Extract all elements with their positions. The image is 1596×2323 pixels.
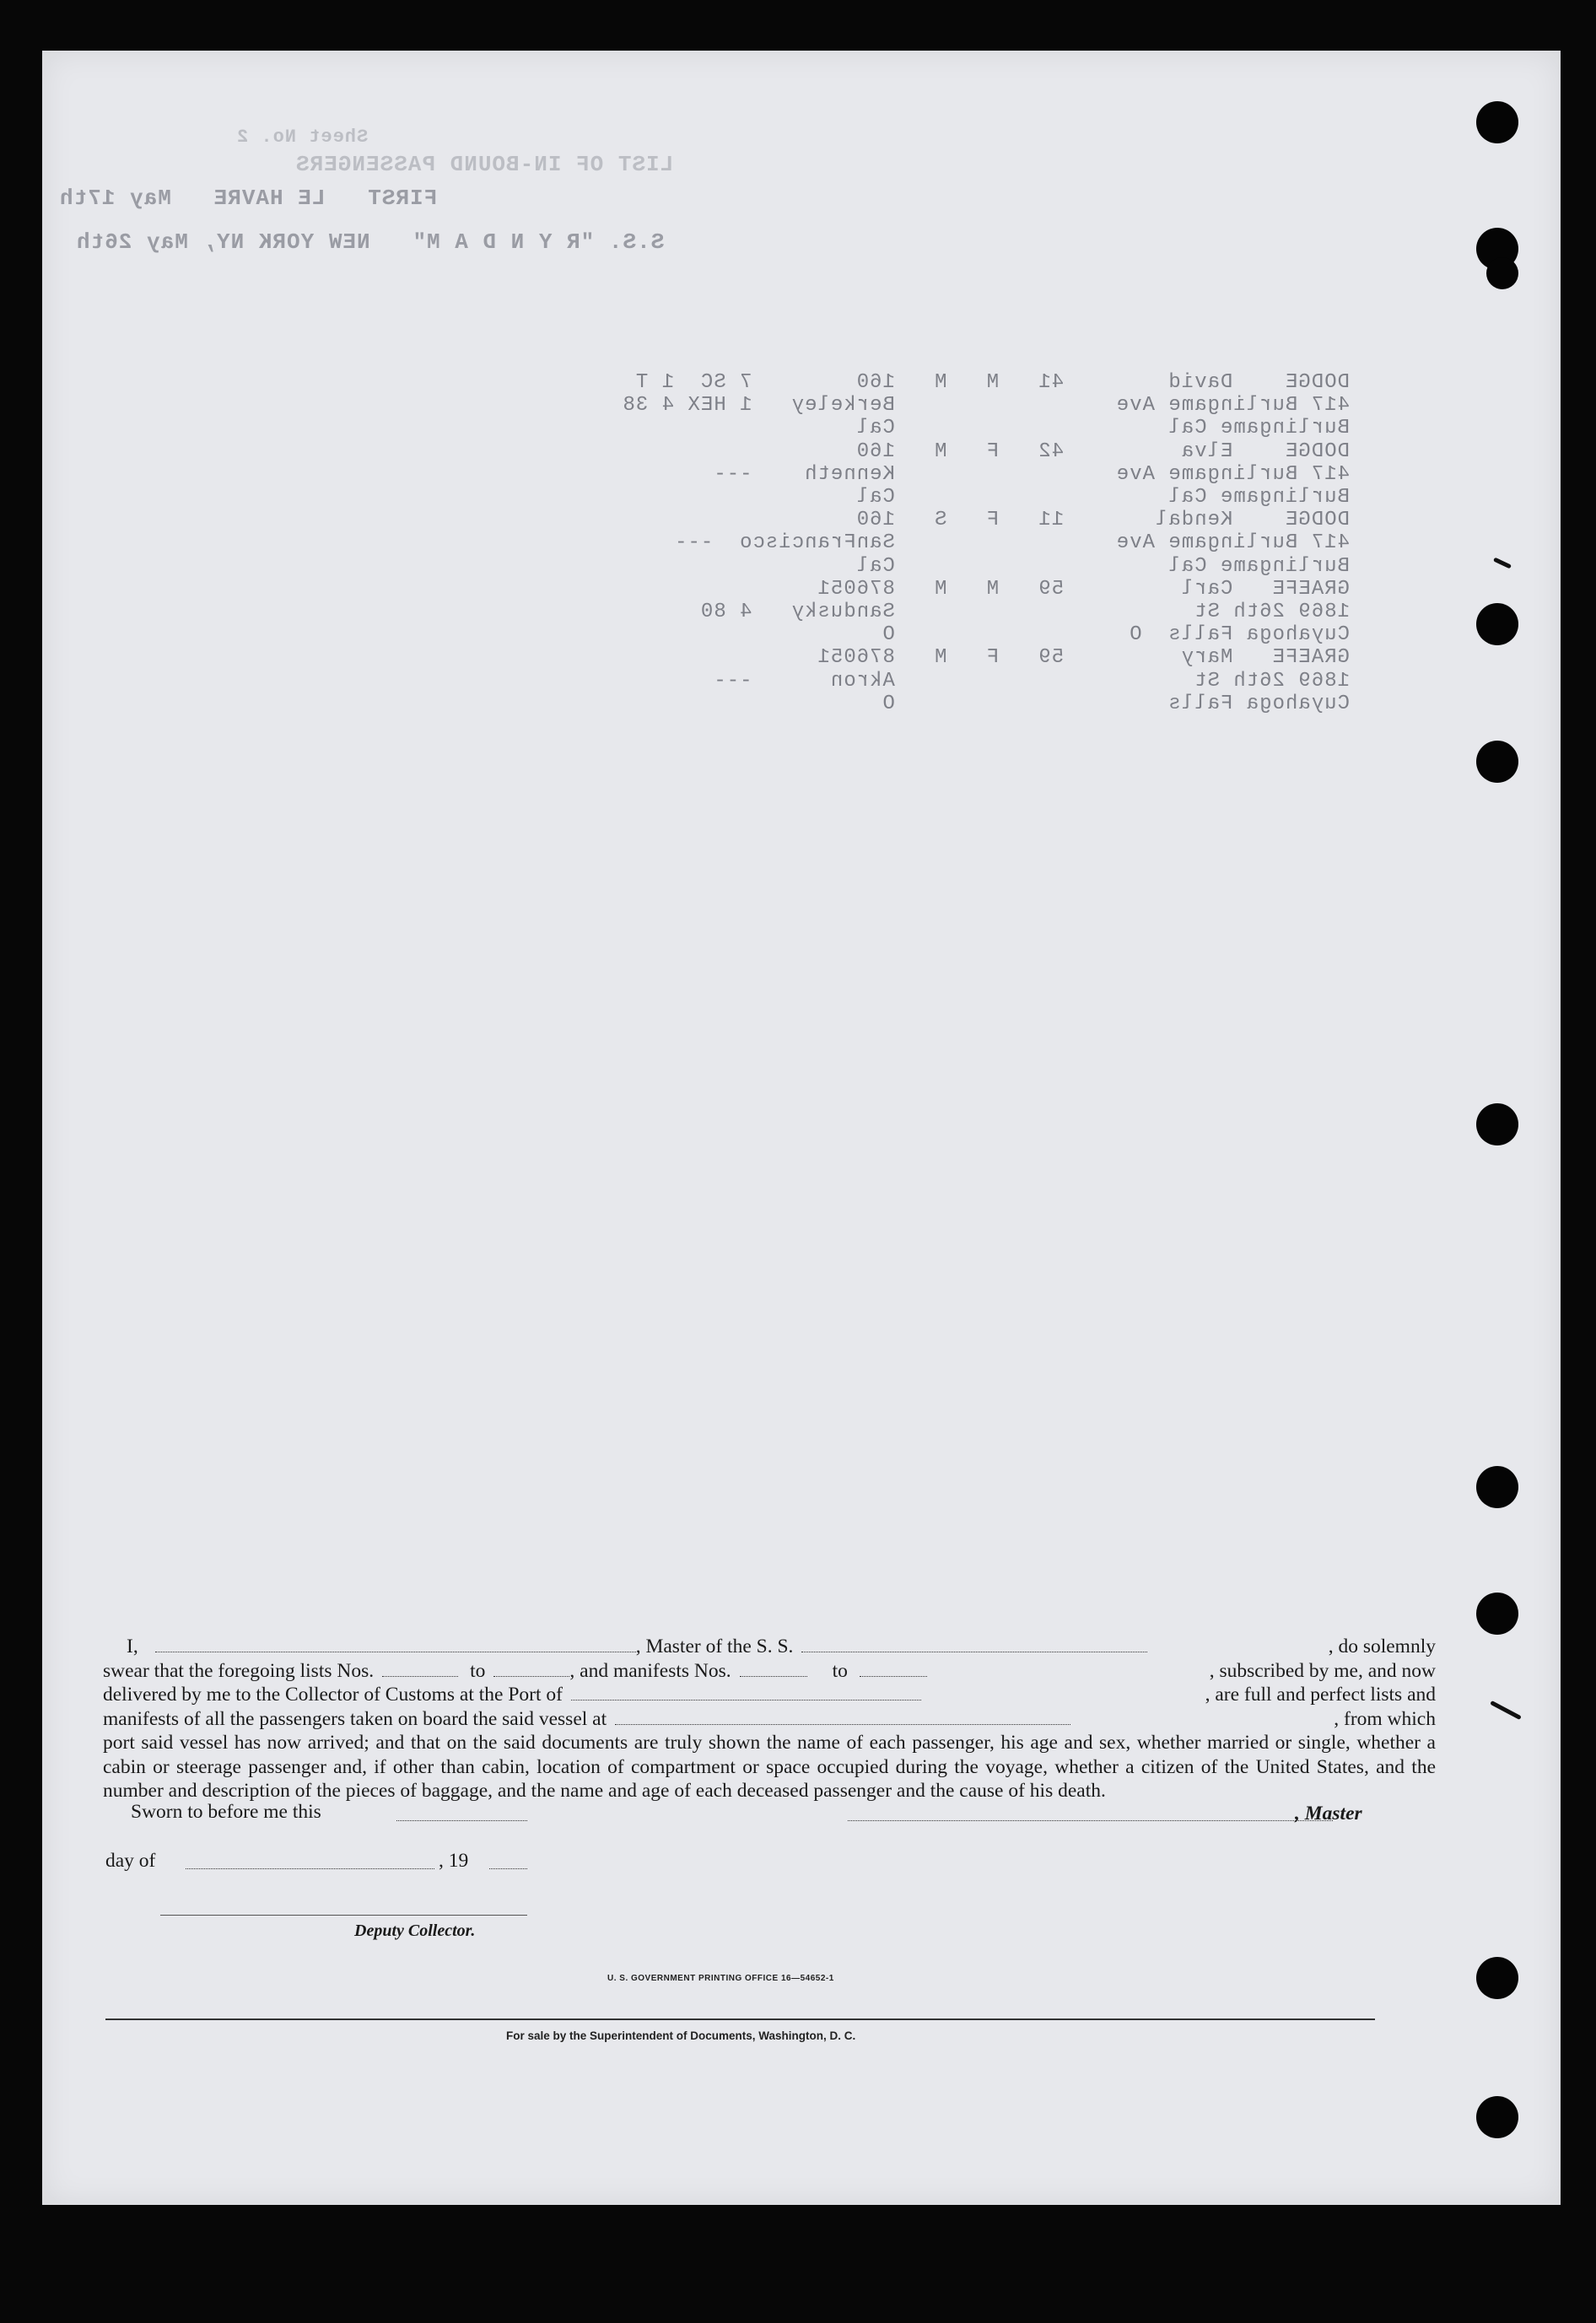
bleed-row: 417 Burlingame Ave Kenneth --- (713, 462, 1350, 486)
bleed-row: DODGE Kendal 11 F S 160 (855, 509, 1350, 532)
bleed-header-4: S.S. "R Y N D A M" NEW YORK NY, May 26th (76, 229, 665, 255)
punch-hole (1476, 1103, 1518, 1145)
oath-text: , from which (1334, 1707, 1436, 1730)
day-of-blank (186, 1868, 434, 1869)
bleed-row: Cuyahoga Falls O O (882, 623, 1350, 647)
punch-mark (1493, 558, 1512, 569)
punch-hole (1476, 741, 1518, 783)
port-blank (571, 1684, 921, 1700)
oath-text: , Master of the S. S. (635, 1636, 794, 1657)
master-signature-line (848, 1820, 1333, 1821)
for-sale-note: For sale by the Superintendent of Documents, Washington, D. C. (506, 2029, 856, 2042)
year-blank (489, 1868, 527, 1869)
oath-text: , do solemnly (1328, 1636, 1436, 1657)
punch-hole (1486, 257, 1518, 289)
bleed-row: 417 Burlingame Ave SanFrancisco --- (674, 531, 1350, 555)
sworn-text: Sworn to before me this (131, 1801, 321, 1823)
deputy-signature-line (160, 1915, 527, 1916)
punch-hole (1476, 1957, 1518, 1999)
oath-text: I, (127, 1636, 138, 1657)
bleed-row: DODGE Elva 42 F M 160 (855, 439, 1350, 463)
oath-text: manifests of all the passengers taken on board the said vessel at (103, 1707, 607, 1730)
sworn-date-blank (396, 1820, 527, 1821)
bleed-row: Burlingame Cal Cal (855, 417, 1350, 440)
oath-text: port said vessel has now arrived; and that on the said documents are truly shown the name of each passenger, his age and sex, whether married or single, whether a cabin or steerage passenger and, if other than cabin, location of compartment or space occupied during the voyage, whether a citizen of the United States, and the number and description of the pieces of baggage, and the name and age of each deceased passenger and the cause of his death. (103, 1732, 1436, 1802)
bleed-header-2: LIST OF IN-BOUND PASSENGERS (295, 152, 674, 177)
bleed-row: DODGE David 41 M M 160 7 SC 1 T (634, 371, 1350, 394)
manifest-sheet (42, 51, 1561, 2205)
oath-text: delivered by me to the Collector of Customs at the Port of (103, 1684, 563, 1706)
manifest-from-blank (740, 1661, 807, 1677)
bleed-row: GRAEFE Mary 59 F M 876051 (817, 646, 1350, 670)
oath-text: swear that the foregoing lists Nos. (103, 1659, 375, 1682)
list-from-blank (382, 1661, 458, 1677)
bleed-row: 1869 26th St Akron --- (713, 669, 1350, 693)
oath-text: , subscribed by me, and now (1209, 1659, 1436, 1682)
oath-paragraph (103, 1635, 1436, 1803)
printing-office-note: U. S. GOVERNMENT PRINTING OFFICE 16—54652-1 (607, 1974, 834, 1983)
punch-hole (1476, 101, 1518, 143)
punch-hole (1476, 2096, 1518, 2138)
day-of-label: day of (105, 1850, 156, 1872)
bleed-header-1: Sheet No. 2 (236, 127, 369, 148)
departure-port-blank (615, 1709, 1070, 1725)
bleed-row: 417 Burlingame Ave Berkeley 1 HEX 4 38 (622, 394, 1350, 418)
bleed-header-3: FIRST LE HAVRE May 17th (59, 186, 438, 211)
year-label: , 19 (439, 1850, 469, 1872)
oath-text: , are full and perfect lists and (1205, 1684, 1436, 1706)
punch-hole (1476, 1466, 1518, 1508)
bleed-row: Burlingame Cal Cal (855, 554, 1350, 578)
bleed-row: Cuyahoga Falls O (882, 692, 1350, 715)
punch-mark (1490, 1700, 1522, 1720)
oath-text: to (470, 1659, 486, 1682)
vessel-name-blank (801, 1636, 1147, 1652)
list-to-blank (493, 1661, 569, 1677)
bleed-row: 1869 26th St Sandusky 4 80 (699, 601, 1350, 623)
punch-hole (1476, 603, 1518, 645)
oath-text: to (832, 1659, 848, 1682)
manifest-to-blank (860, 1661, 927, 1677)
bleed-row: GRAEFE Carl 59 M M 876051 (817, 577, 1350, 601)
deputy-collector-label: Deputy Collector. (354, 1921, 476, 1940)
master-label: , Master (1295, 1803, 1362, 1824)
footer-rule (105, 2018, 1375, 2020)
master-name-blank (155, 1636, 636, 1652)
punch-hole (1476, 1593, 1518, 1635)
bleed-row: Burlingame Cal Cal (855, 486, 1350, 509)
oath-text: , and manifests Nos. (569, 1659, 731, 1682)
